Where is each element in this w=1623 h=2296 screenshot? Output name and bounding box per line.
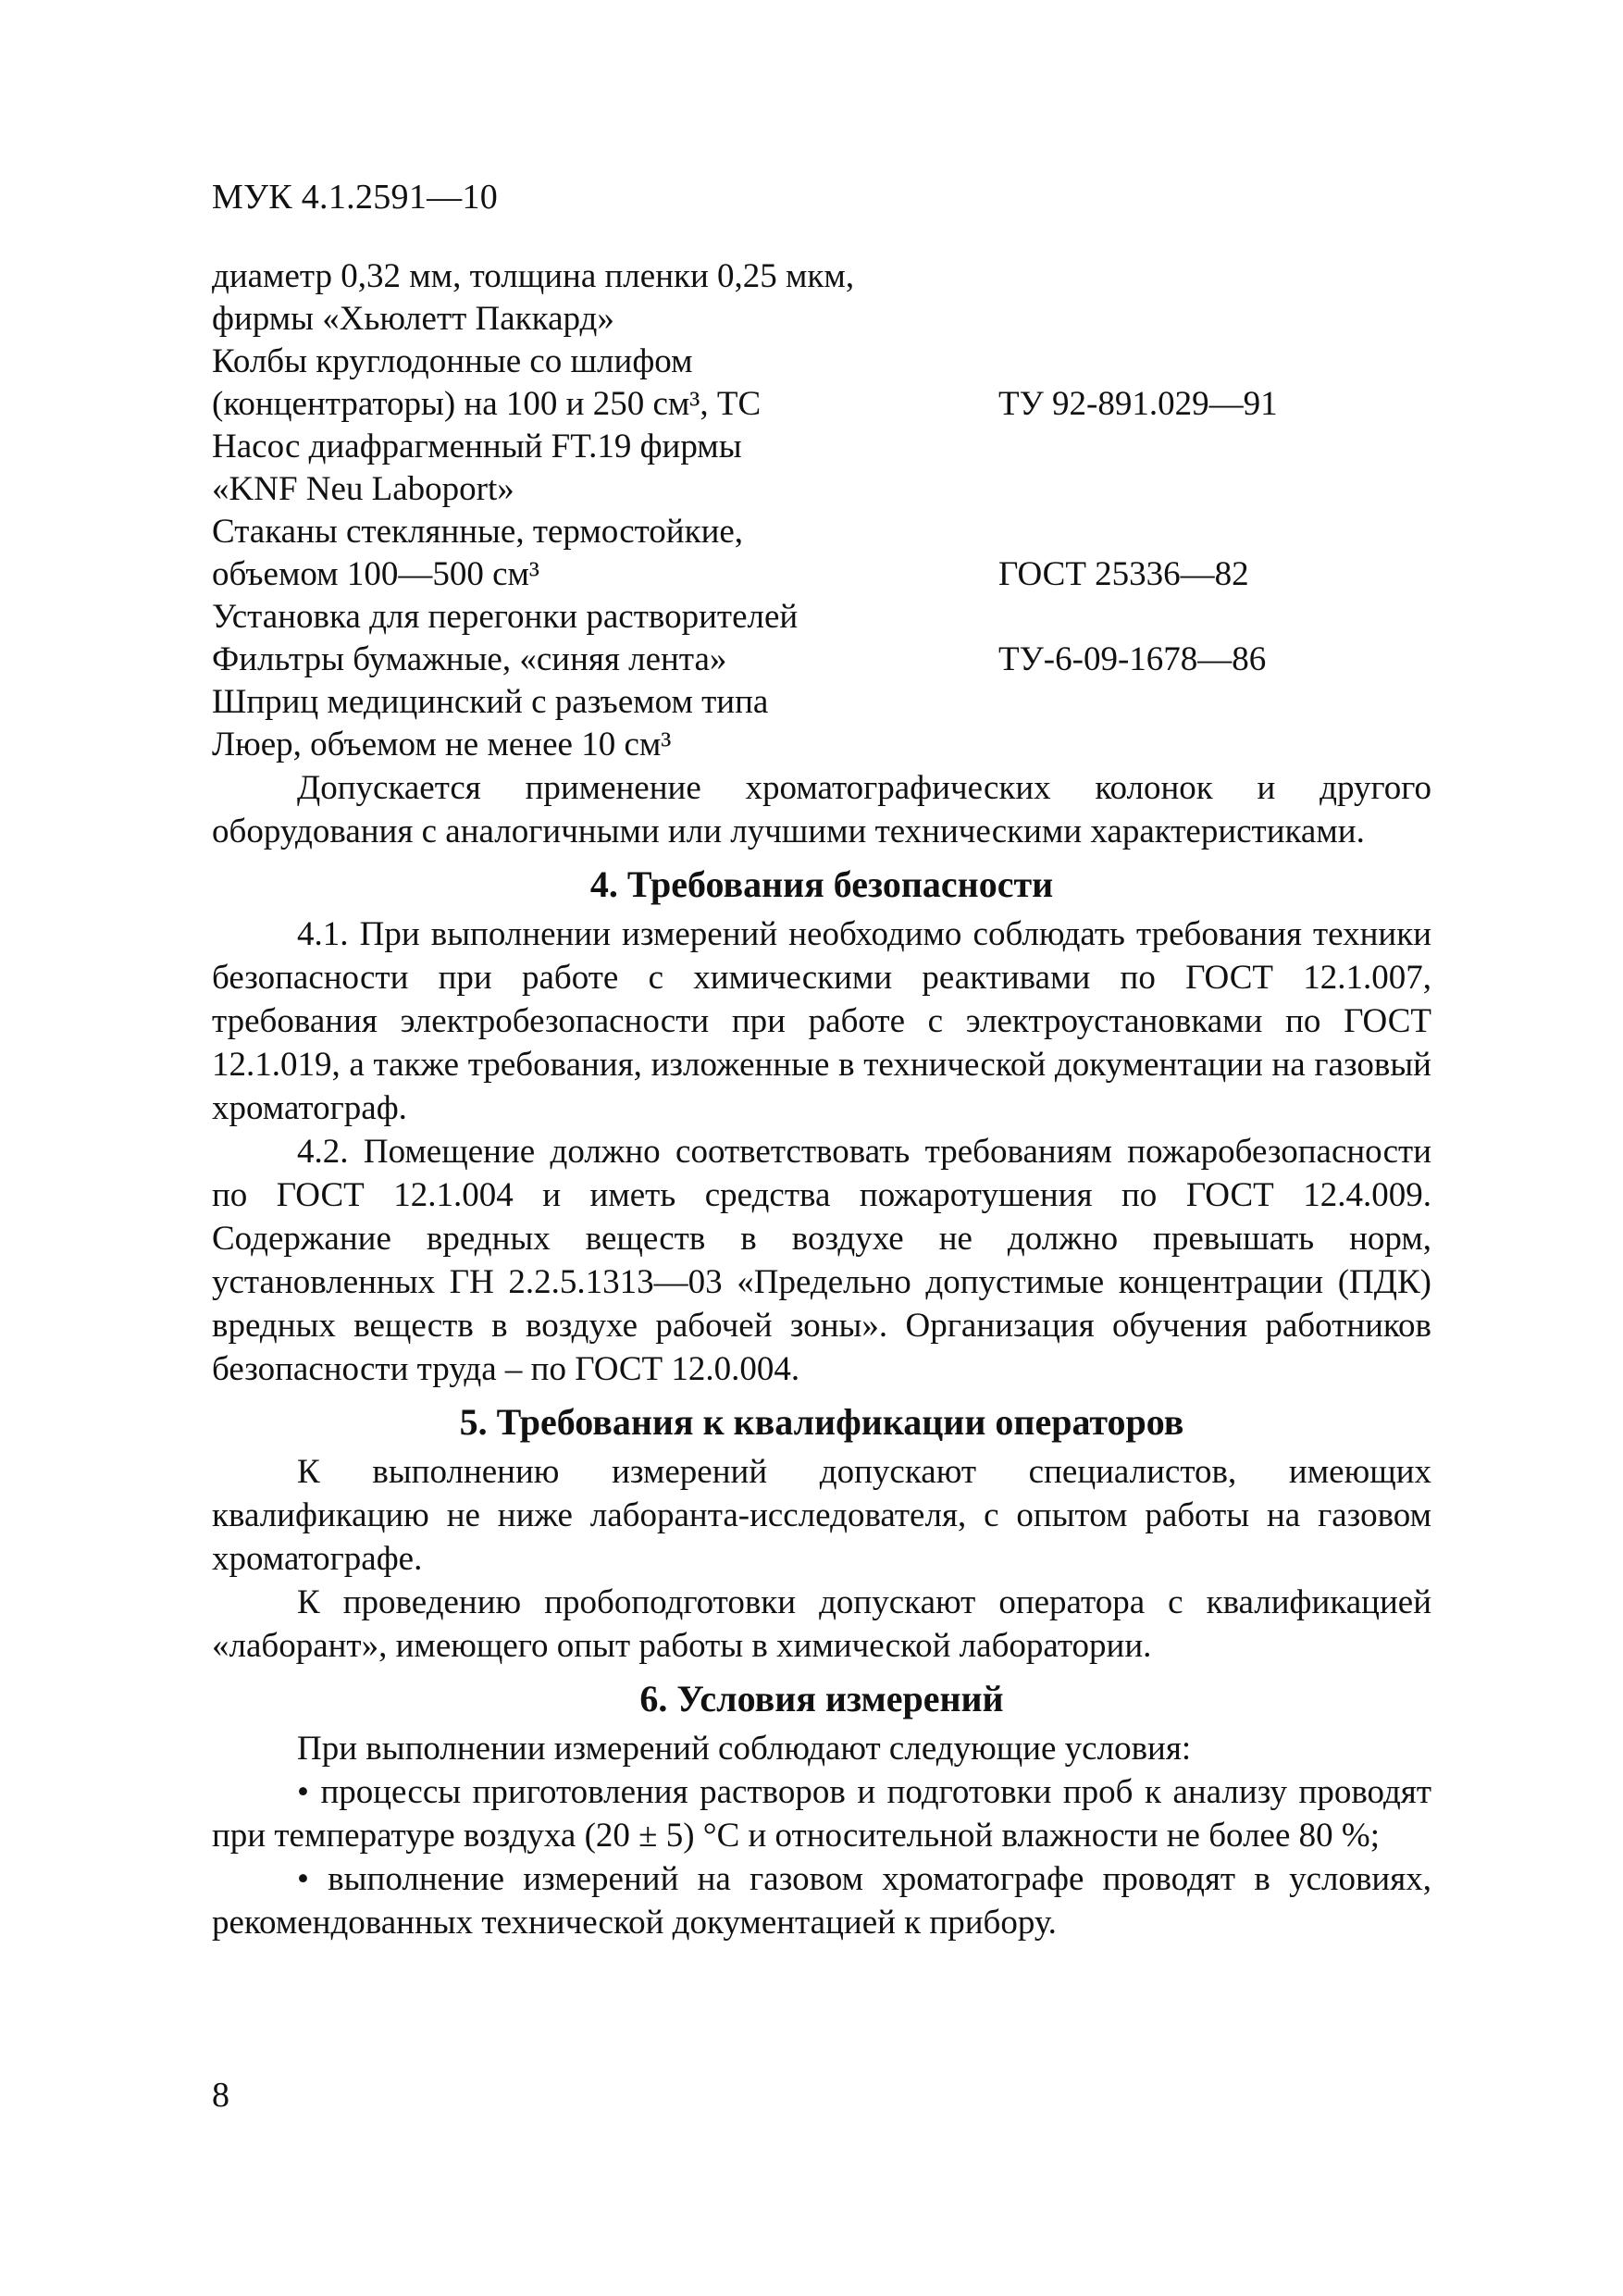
section-6-bullet-2: • выполнение измерений на газовом хроматографе проводят в условиях, рекомендованных технической документацией к прибору.	[212, 1860, 1431, 1942]
page-number: 8	[212, 2076, 229, 2115]
equipment-item	[212, 681, 1431, 766]
equipment-text: «KNF Neu Laboport»	[212, 470, 514, 508]
equipment-text: Шприц медицинский с разъемом типа	[212, 683, 769, 721]
equipment-standard	[998, 681, 1431, 724]
equipment-text: Насос диафрагменный FT.19 фирмы	[212, 428, 742, 465]
equipment-text: Стаканы стеклянные, термостойкие,	[212, 513, 744, 551]
equipment-text: (концентраторы) на 100 и 250 см³, ТС	[212, 385, 762, 423]
equipment-standard: ГОСТ 25336—82	[998, 555, 1249, 593]
equipment-item	[212, 511, 1431, 596]
equipment-text: Колбы круглодонные со шлифом	[212, 342, 693, 380]
section-4-paragraph-2: 4.2. Помещение должно соответствовать требованиям пожаробезопасности по ГОСТ 12.1.004 и иметь средства пожаротушения по ГОСТ 12.4.009. Содержание вредных веществ в воздухе не должно превышать норм, установленных ГН 2.2.5.1313—03 «Предельно допустимые концентрации (ПДК) вредных веществ в воздухе рабочей зоны». Организация обучения работников безопасности труда – по ГОСТ 12.0.004.	[212, 1133, 1431, 1388]
section-5-paragraph-1: К выполнению измерений допускают специалистов, имеющих квалификацию не ниже лаборанта-исследователя, с опытом работы на газовом хроматографе.	[212, 1453, 1431, 1578]
equipment-item	[212, 639, 1431, 681]
equipment-standard	[998, 255, 1431, 298]
equipment-text: фирмы «Хьюлетт Паккард»	[212, 300, 614, 338]
equipment-standard: ТУ-6-09-1678—86	[998, 640, 1267, 678]
equipment-item	[212, 341, 1431, 426]
section-5-heading: 5. Требования к квалификации операторов	[459, 1401, 1184, 1443]
section-6-intro: При выполнении измерений соблюдают следующие условия:	[297, 1730, 1192, 1768]
section-4-paragraph-1: 4.1. При выполнении измерений необходимо соблюдать требования техники безопасности при работе с химическими реактивами по ГОСТ 12.1.007, требования электробезопасности при работе с электроустановками по ГОСТ 12.1.019, а также требования, изложенные в технической документации на газовый хроматограф.	[212, 915, 1431, 1127]
section-6-bullet-1: • процессы приготовления растворов и подготовки проб к анализу проводят при температуре воздуха (20 ± 5) °С и относительной влажности не более 80 %;	[212, 1773, 1431, 1855]
equipment-standard	[998, 426, 1431, 468]
section-6-heading: 6. Условия измерений	[639, 1678, 1004, 1719]
equipment-item	[212, 426, 1431, 511]
equipment-standard: ТУ 92-891.029—91	[998, 385, 1278, 423]
allowance-paragraph: Допускается применение хроматографических колонок и другого оборудования с аналогичными или лучшими техническими характеристиками.	[212, 769, 1431, 850]
equipment-text: объемом 100—500 см³	[212, 555, 540, 593]
equipment-text: Установка для перегонки растворителей	[212, 598, 799, 636]
equipment-standard	[998, 596, 1431, 639]
section-5-paragraph-2: К проведению пробоподготовки допускают оператора с квалификацией «лаборант», имеющего опыт работы в химической лаборатории.	[212, 1583, 1431, 1665]
document-code-header: МУК 4.1.2591—10	[212, 178, 499, 217]
equipment-item	[212, 596, 1431, 639]
equipment-text: диаметр 0,32 мм, толщина пленки 0,25 мкм,	[212, 257, 855, 295]
equipment-item	[212, 255, 1431, 341]
equipment-list	[212, 255, 1431, 766]
equipment-text: Люер, объемом не менее 10 см³	[212, 726, 672, 763]
document-page	[212, 176, 1431, 1944]
section-4-heading: 4. Требования безопасности	[589, 863, 1054, 905]
equipment-text: Фильтры бумажные, «синяя лента»	[212, 640, 727, 678]
